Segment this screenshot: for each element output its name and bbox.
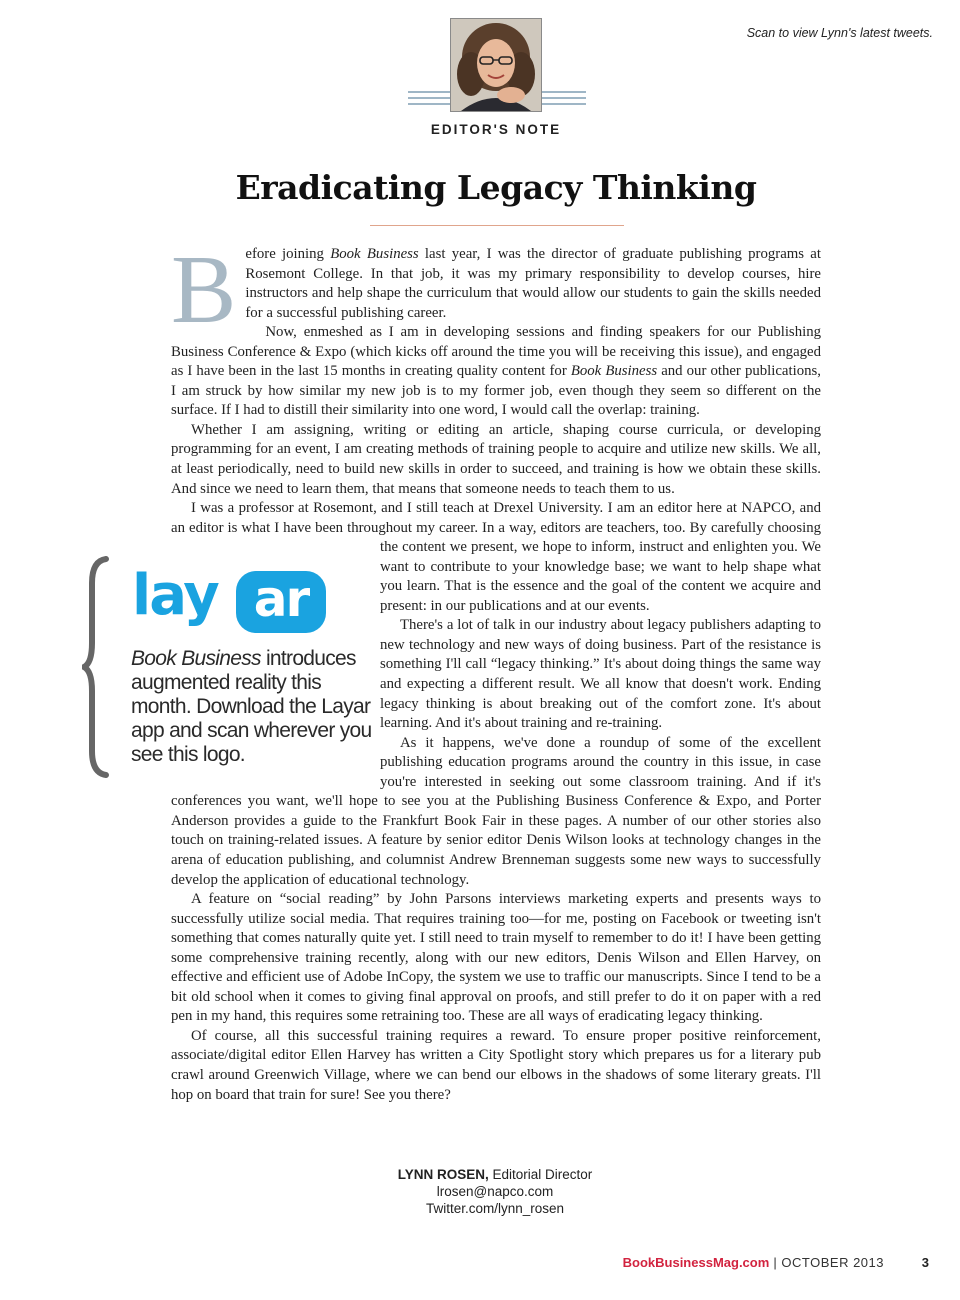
paragraph: As it happens, we've done a roundup of some of the excellent publishing education programs around the country in this issue, in case you're interested in seeking out some classroom training. And if it's conferences you want, we'll hope to see you at the Publishing Business Conference & Expo, and Porter Anderson provides a guide to the Frankfurt Book Fair in these pages. A number of our other stories also touch on training-related issues. A feature by senior editor Denis Wilson looks at technology changes in the arena of education publishing, and columnist Andrew Brenneman suggests some new ways to successfully develop the application of educational technology.	[171, 734, 821, 888]
drop-cap: B	[171, 236, 237, 344]
page-title: Eradicating Legacy Thinking	[235, 168, 757, 207]
layar-logo-ar: ar	[236, 571, 326, 633]
section-kicker: EDITOR'S NOTE	[430, 122, 562, 137]
author-photo	[450, 18, 542, 112]
layar-callout	[82, 555, 372, 780]
paragraph: Whether I am assigning, writing or editing an article, shaping course curricula, or developing programming for an event, I am creating methods of training people to acquire and utilize new skills. We all, at least periodically, need to build new skills in order to succeed, and training is how we obtain these skills. And since we need to learn them, that means that someone needs to teach them to us.	[171, 421, 821, 497]
signature-name-line	[0, 1166, 960, 1183]
page-number: 3	[921, 1255, 929, 1270]
scan-note: Scan to view Lynn's latest tweets.	[746, 26, 933, 40]
paragraph-text: By carefully choosing the content we present, we hope to inform, instruct and enlighten you. We want to contribute to your knowledge base; we want to help shape what you learn. That is the essence and the goal of the content we acquire and present: in our publications and at our events.	[380, 519, 821, 614]
paragraph-text: Now, enmeshed as I am in developing sessions and finding speakers for our Publishing Business Conference & Expo (which kicks off around the time you will be receiving this issue), and engaged as I have been in the last 15 months in creating quality content for	[171, 324, 821, 380]
paragraph: There's a lot of talk in our industry about legacy publishers adapting to new technology and new ways of doing business. Part of the resistance is something I'll call “legacy thinking.” It's about doing things the same way and expecting a different result. We all know that doesn't work. Ending legacy thinking is about breaking out of the comfort zone. It's about learning. And it's about training and re-training.	[380, 617, 821, 732]
publication-name: Book Business	[570, 363, 658, 380]
layar-description	[131, 647, 376, 767]
publication-name: Book Business	[131, 647, 261, 670]
paragraph-text: and our other publications, I am struck by how similar my new job is to my former job, even though they seem so different on the surface. If I had to distill their similarity into one word, I would call the overlap: training.	[171, 363, 821, 419]
paragraph-text: last year, I was the director of graduate publishing programs at Rosemont College. In that job, it was my primary responsibility to develop courses, hire instructors and help shape the curriculum that would allow our students to gain the skills needed for a successful publishing career.	[245, 246, 821, 321]
title-divider	[370, 225, 624, 226]
author-name: LYNN ROSEN,	[397, 1167, 489, 1182]
brace-icon	[82, 555, 112, 780]
author-email[interactable]: lrosen@napco.com	[436, 1184, 554, 1199]
author-title: Editorial Director	[488, 1167, 593, 1182]
paragraph	[171, 236, 821, 344]
signature	[0, 1166, 960, 1217]
author-twitter[interactable]: Twitter.com/lynn_rosen	[425, 1201, 565, 1216]
paragraph	[171, 323, 821, 421]
footer-issue: OCTOBER 2013	[781, 1255, 884, 1270]
paragraph-text: efore joining	[245, 246, 331, 262]
layar-logo	[132, 563, 332, 637]
author-portrait-icon	[451, 19, 541, 111]
footer-site[interactable]: BookBusinessMag.com	[622, 1255, 770, 1270]
layar-logo-text: lay	[132, 563, 218, 628]
paragraph: A feature on “social reading” by John Parsons interviews marketing experts and presents ways to successfully utilize social media. That requires training too—for me, posting on Facebook or tweeting isn't something that comes naturally quite yet. I still need to train myself to remember to do it! I have been getting some comprehensive training recently, along with our new editors, Denis Wilson and Ellen Harvey, on effective and efficient use of Adobe InCopy, the system we use to traffic our manuscripts. Since I tend to be a bit old school when it comes to giving final approval on proofs, and still prefer to do it on paper with a red pen in my hand, this requires some retraining too. These are all ways of eradicating legacy thinking.	[171, 891, 821, 1025]
author-photo-block	[408, 18, 586, 106]
paragraph-text: I was a professor at Rosemont, and I still teach at Drexel University. I am an editor here at NAPCO, and an editor is what I have been throughout my career. In a way, editors are teachers, too.	[171, 500, 821, 536]
layar-description-text: introduces augmented reality this month. Download the Layar app and scan wherever you see this logo.	[131, 647, 372, 766]
footer-separator: |	[769, 1255, 782, 1270]
paragraph: Of course, all this successful training requires a reward. To ensure proper positive reinforcement, associate/digital editor Ellen Harvey has written a City Spotlight story which prepares us for a literary pub crawl around Greenwich Village, where we can bend our elbows in the shadows of some literary greats. I'll hop on board that train for sure! See you there?	[171, 1027, 821, 1103]
page-footer	[623, 1255, 884, 1270]
publication-name: Book Business	[330, 246, 419, 262]
